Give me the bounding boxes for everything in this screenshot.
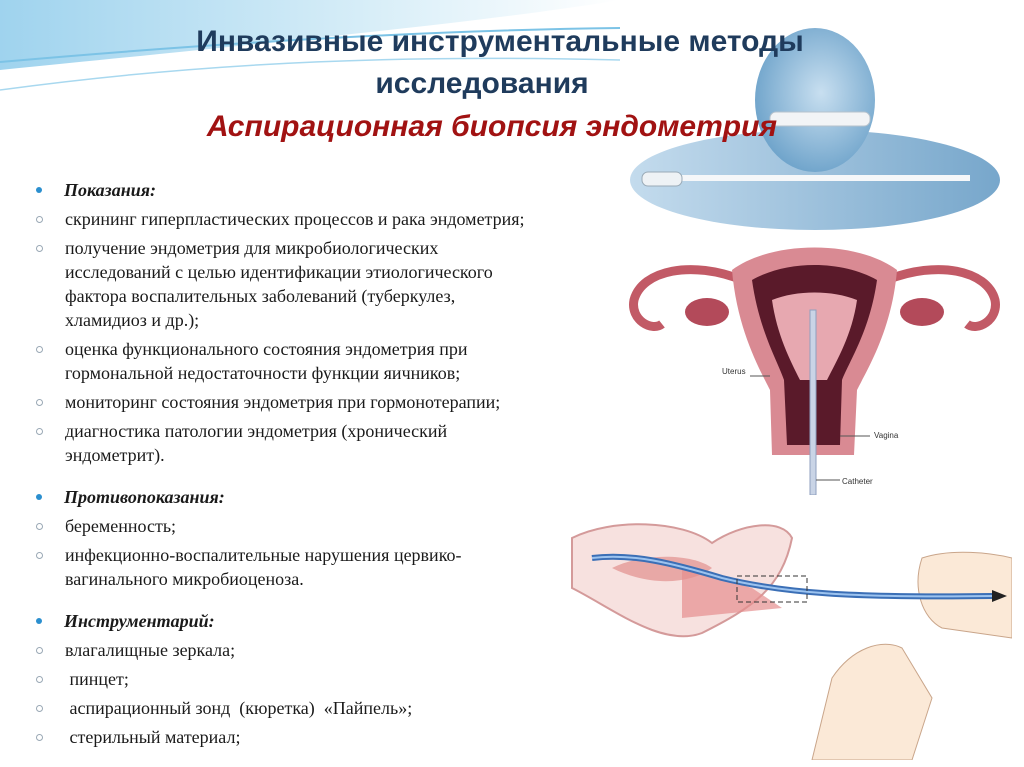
title-line-2: исследования: [375, 67, 589, 100]
list-item: [36, 236, 636, 332]
item-text: диагностика патологии эндометрия (хронический эндометрит).: [65, 421, 448, 465]
item-text: инфекционно-воспалительные нарушения цервико-вагинального микробиоценоза.: [65, 545, 462, 589]
list-item: [36, 696, 636, 720]
bullet-ring-icon: [36, 245, 43, 252]
bullet-ring-icon: [36, 552, 43, 559]
bullet-ring-icon: [36, 216, 43, 223]
heading-text: Инструментарий:: [64, 611, 215, 631]
heading-text: Противопоказания:: [64, 487, 225, 507]
bullet-ring-icon: [36, 346, 43, 353]
list-item: [36, 638, 636, 662]
list-item: [36, 725, 636, 749]
item-text: влагалищные зеркала;: [65, 640, 236, 660]
bullet-dot-icon: [36, 494, 42, 500]
bullet-ring-icon: [36, 705, 43, 712]
bullet-dot-icon: [36, 187, 42, 193]
section-instruments: [36, 609, 636, 749]
section-heading: [36, 178, 636, 202]
bullet-ring-icon: [36, 676, 43, 683]
bullet-ring-icon: [36, 647, 43, 654]
bullet-ring-icon: [36, 428, 43, 435]
list-item: [36, 390, 636, 414]
list-item: [36, 667, 636, 691]
section-contraindications: [36, 485, 636, 591]
item-text: пинцет;: [65, 669, 129, 689]
label-catheter: Catheter: [842, 477, 873, 486]
list-item: [36, 543, 636, 591]
heading-text: Показания:: [64, 180, 156, 200]
list-item: [36, 514, 636, 538]
label-vagina: Vagina: [874, 431, 899, 440]
title-block: [0, 24, 1024, 144]
item-text: оценка функционального состояния эндометрия при гормональной недостаточности функции яичников;: [65, 339, 468, 383]
list-item: [36, 337, 636, 385]
item-text: аспирационный зонд (кюретка) «Пайпель»;: [65, 698, 413, 718]
section-heading: [36, 485, 636, 509]
title-line-1: Инвазивные инструментальные методы: [196, 25, 804, 58]
bullet-ring-icon: [36, 734, 43, 741]
item-text: стерильный материал;: [65, 727, 241, 747]
slide-title: [0, 24, 1024, 102]
item-text: получение эндометрия для микробиологических исследований с целью идентификации этиологического фактора воспалительных заболеваний (туберкулез, хламидиоз и др.);: [65, 238, 493, 330]
item-text: мониторинг состояния эндометрия при гормонотерапии;: [65, 392, 501, 412]
item-text: беременность;: [65, 516, 177, 536]
uterus-diagram: [622, 240, 1007, 495]
section-heading: [36, 609, 636, 633]
label-uterus: Uterus: [722, 367, 746, 376]
bullet-ring-icon: [36, 523, 43, 530]
bullet-ring-icon: [36, 399, 43, 406]
bullet-dot-icon: [36, 618, 42, 624]
content-list: [36, 178, 636, 754]
slide-subtitle: Аспирационная биопсия эндометрия: [206, 110, 778, 143]
item-text: скрининг гиперпластических процессов и рака эндометрия;: [65, 209, 525, 229]
list-item: [36, 207, 636, 231]
section-indications: [36, 178, 636, 467]
list-item: [36, 419, 636, 467]
